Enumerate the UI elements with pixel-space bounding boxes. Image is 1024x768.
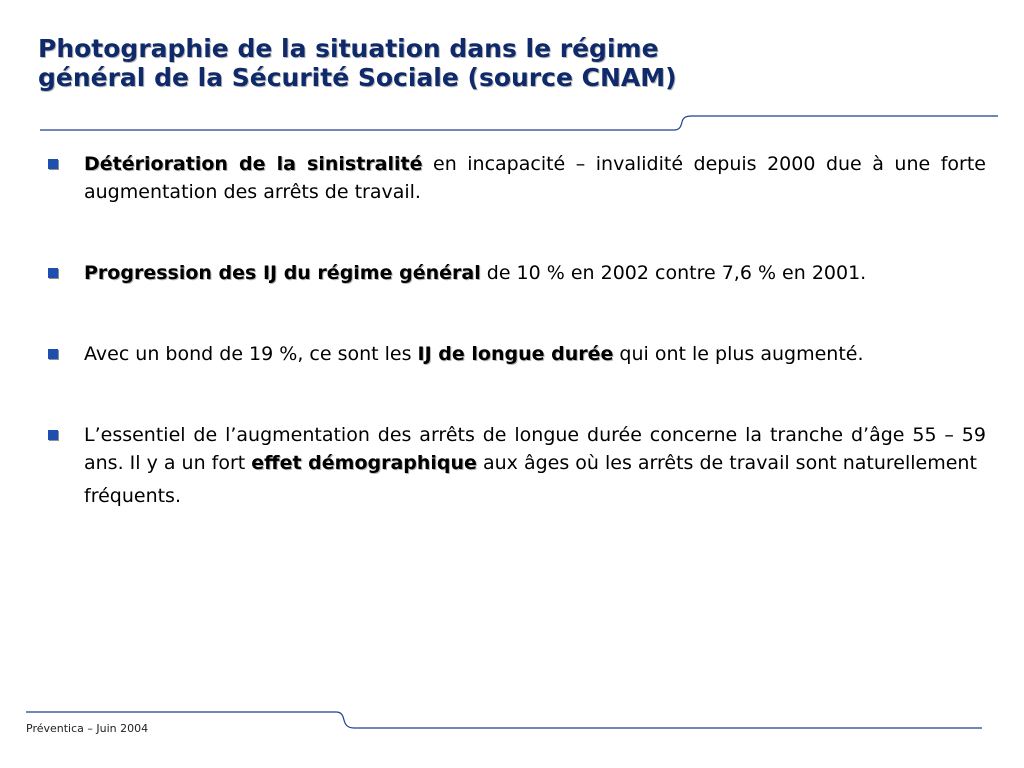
bullet-item <box>48 150 986 206</box>
bullet-item <box>48 259 986 287</box>
square-bullet-icon <box>48 268 58 278</box>
slide-title <box>38 34 938 92</box>
slide-title-line-2: général de la Sécurité Sociale (source CNAM) <box>38 63 677 92</box>
body-text: de 10 % en 2002 contre 7,6 % en 2001. <box>480 262 867 284</box>
body-text: qui ont le plus augmenté. <box>613 343 864 365</box>
footer-divider <box>0 708 1024 738</box>
header-divider <box>0 110 1024 140</box>
highlight-text: IJ de longue durée <box>417 343 614 365</box>
continuation-text: fréquents. <box>84 485 181 507</box>
body-text: Avec un bond de 19 %, ce sont les <box>84 343 418 365</box>
highlight-text: Détérioration de la sinistralité <box>84 153 423 175</box>
square-bullet-icon <box>48 159 58 169</box>
footer-text: Préventica – Juin 2004 <box>26 722 149 735</box>
bullet-item <box>48 421 986 510</box>
body-text: aux âges où les arrêts de travail sont naturellement <box>476 452 977 474</box>
slide-title-line-1: Photographie de la situation dans le régime <box>38 34 659 63</box>
square-bullet-icon <box>48 430 58 440</box>
highlight-text: effet démographique <box>251 452 477 474</box>
body-text: L’essentiel de l’augmentation des arrêts de longue durée concerne la tranche d’âge 55 – 59 ans. Il y a un fort <box>84 424 986 474</box>
body-text: en incapacité – invalidité depuis 2000 due à une forte augmentation des arrêts de travail. <box>84 153 986 203</box>
bullet-item <box>48 340 986 368</box>
bullet-list <box>48 150 986 510</box>
highlight-text: Progression des IJ du régime général <box>84 262 481 284</box>
square-bullet-icon <box>48 349 58 359</box>
